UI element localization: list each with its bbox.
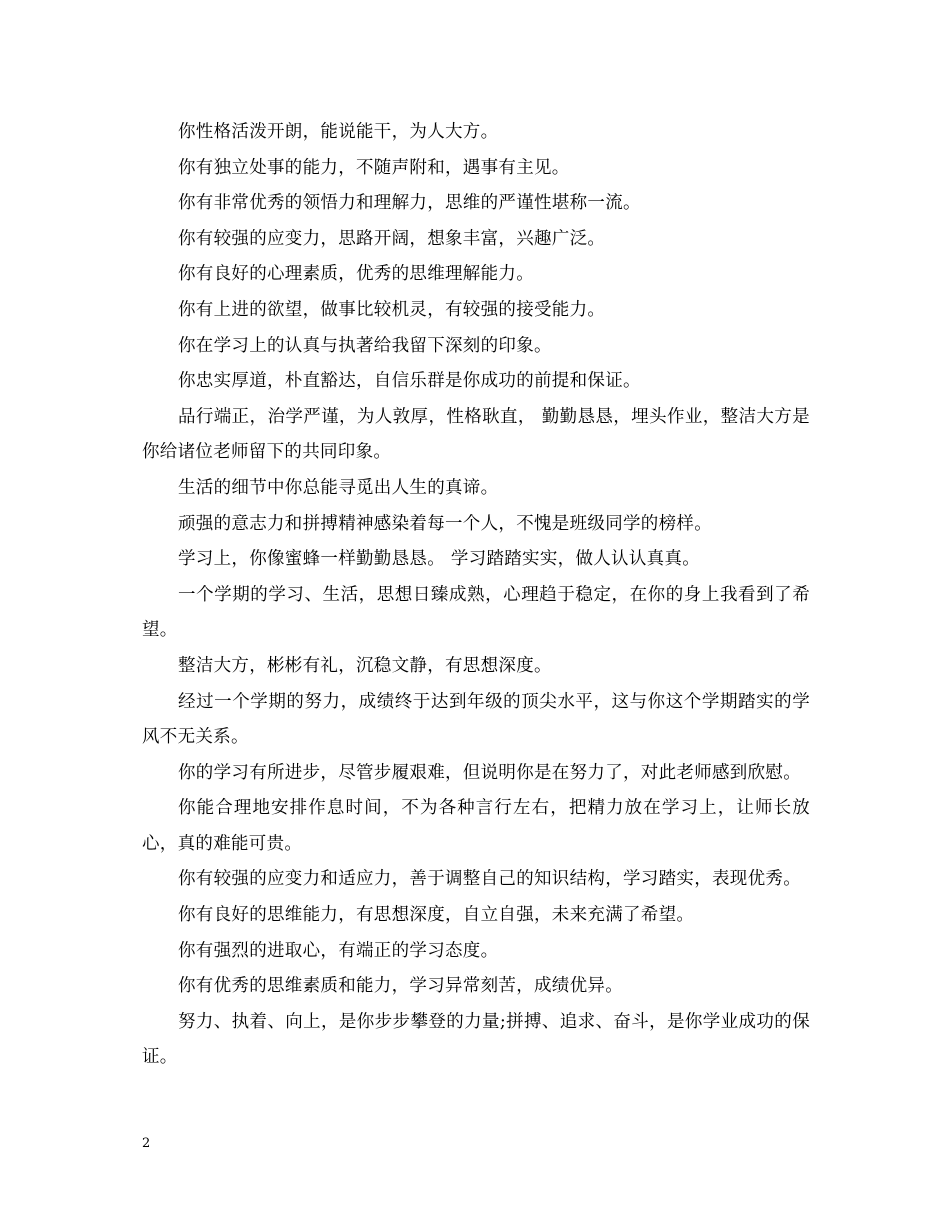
paragraph: 一个学期的学习、生活，思想日臻成熟，心理趋于稳定，在你的身上我看到了希望。 (142, 584, 810, 641)
paragraph: 你性格活泼开朗，能说能干，为人大方。 (178, 122, 499, 142)
paragraph: 经过一个学期的努力，成绩终于达到年级的顶尖水平，这与你这个学期踏实的学风不无关系。 (142, 691, 810, 748)
paragraph: 学习上，你像蜜蜂一样勤勤恳恳。 学习踏踏实实，做人认认真真。 (178, 549, 701, 570)
paragraph: 你有较强的应变力，思路开阔，想象丰富，兴趣广泛。 (178, 228, 606, 249)
paragraph: 你有良好的思维能力，有思想深度，自立自强，未来充满了希望。 (178, 905, 695, 926)
paragraph: 你有上进的欲望，做事比较机灵，有较强的接受能力。 (178, 299, 606, 320)
paragraph: 生活的细节中你总能寻觅出人生的真谛。 (178, 477, 499, 498)
paragraph: 你有良好的心理素质，优秀的思维理解能力。 (178, 264, 534, 285)
paragraph: 品行端正，治学严谨，为人敦厚，性格耿直， 勤勤恳恳，埋头作业，整洁大方是你给诸位老师留下的共同印象。 (142, 406, 810, 463)
body-text (142, 115, 810, 1076)
page-number: 2 (142, 1136, 151, 1151)
paragraph: 你有独立处事的能力，不随声附和，遇事有主见。 (178, 157, 570, 178)
paragraph: 顽强的意志力和拼搏精神感染着每一个人，不愧是班级同学的榜样。 (178, 513, 712, 534)
paragraph: 你在学习上的认真与执著给我留下深刻的印象。 (178, 335, 552, 356)
paragraph: 你忠实厚道，朴直豁达，自信乐群是你成功的前提和保证。 (178, 371, 641, 392)
paragraph: 整洁大方，彬彬有礼，沉稳文静，有思想深度。 (178, 655, 552, 676)
paragraph: 你有优秀的思维素质和能力，学习异常刻苦，成绩优异。 (178, 976, 623, 997)
paragraph: 你有非常优秀的领悟力和理解力，思维的严谨性堪称一流。 (178, 193, 641, 214)
paragraph: 你有强烈的进取心，有端正的学习态度。 (178, 940, 499, 961)
paragraph: 你能合理地安排作息时间，不为各种言行左右，把精力放在学习上，让师长放心，真的难能可贵。 (142, 798, 810, 854)
paragraph: 努力、执着、向上，是你步步攀登的力量;拼搏、追求、奋斗，是你学业成功的保证。 (142, 1011, 810, 1068)
paragraph: 你的学习有所进步，尽管步履艰难，但说明你是在努力了，对此老师感到欣慰。 (178, 762, 801, 783)
paragraph: 你有较强的应变力和适应力，善于调整自己的知识结构，学习踏实，表现优秀。 (178, 869, 801, 890)
